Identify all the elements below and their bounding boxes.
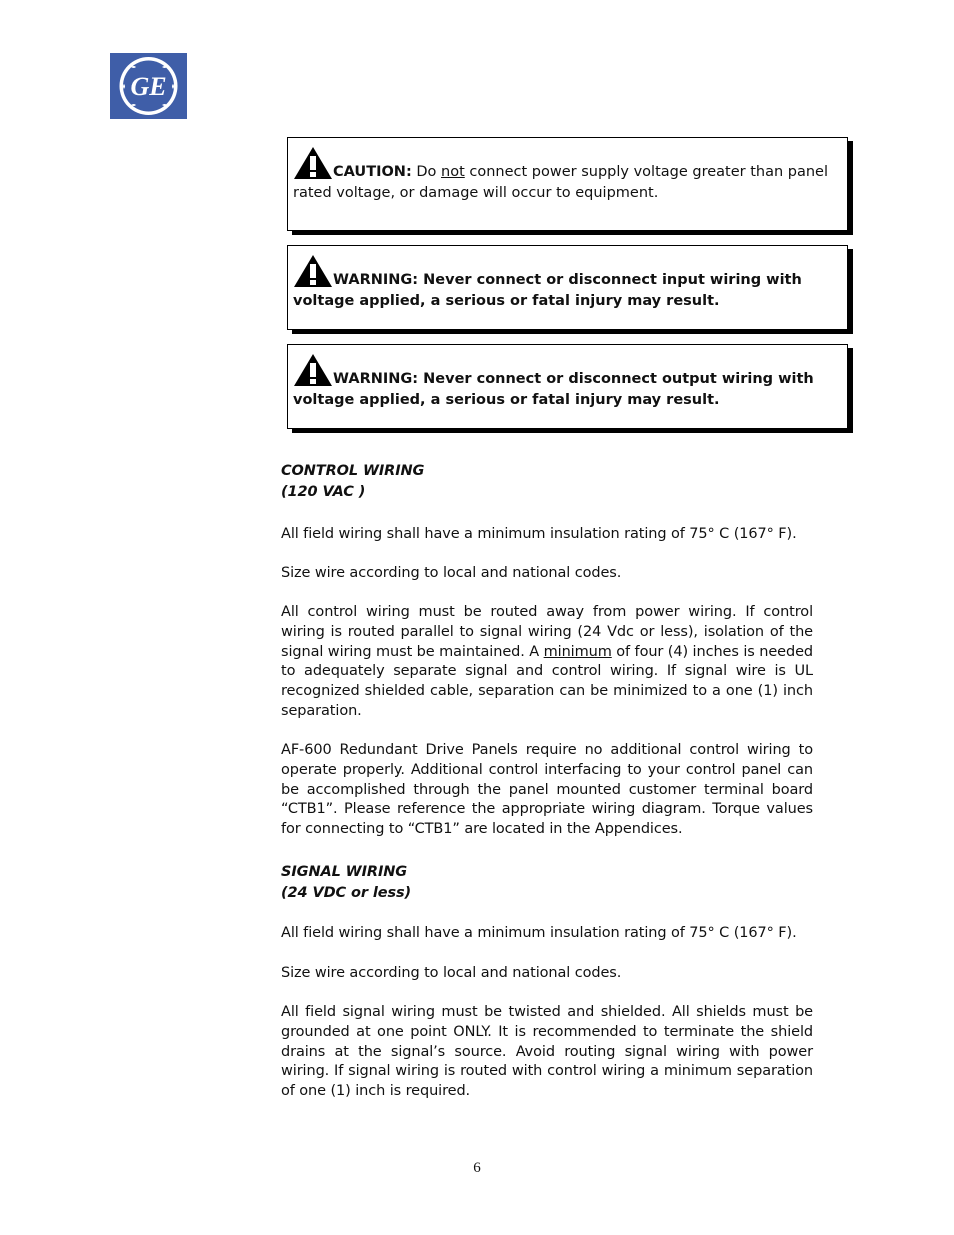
signal-shielding-paragraph: All field signal wiring must be twisted and shielded. All shields must be grounded at one point ONLY. It is recommended to terminate the shield drains at the signal’s source. Avoid routing signal wiring with power wiring. If signal wiring is routed with control wiring a minimum separation of one (1) inch is required. <box>281 1004 813 1100</box>
svg-text:GE: GE <box>130 72 167 101</box>
caution-text-post: connect power supply voltage greater than panel rated voltage, or damage will occur to equipment. <box>293 164 828 201</box>
control-size-paragraph: Size wire according to local and national codes. <box>281 565 622 581</box>
warning-output-notice <box>287 344 848 429</box>
signal-size-paragraph: Size wire according to local and national codes. <box>281 965 622 981</box>
control-routing-pre: All control wiring must be routed away from power wiring. If control wiring is routed parallel to signal wiring (24 Vdc or less), isolation of the signal wiring must be maintained. A <box>281 604 813 660</box>
warning-input-notice <box>287 245 848 330</box>
control-routing-minimum: minimum <box>543 643 612 660</box>
warning-triangle-icon <box>293 254 333 288</box>
signal-wiring-subtitle: (24 VDC or less) <box>281 885 412 901</box>
signal-wiring-title: SIGNAL WIRING <box>281 864 408 880</box>
caution-text-not: not <box>441 164 465 180</box>
control-wiring-heading <box>281 461 813 503</box>
warning-input-text: WARNING: Never connect or disconnect input wiring with voltage applied, a serious or fatal injury may result. <box>293 272 802 309</box>
control-routing-paragraph <box>281 603 813 722</box>
caution-notice <box>287 137 848 231</box>
warning-triangle-icon <box>293 146 333 180</box>
control-wiring-title: CONTROL WIRING <box>281 463 425 479</box>
warning-output-text: WARNING: Never connect or disconnect output wiring with voltage applied, a serious or fatal injury may result. <box>293 371 814 408</box>
signal-insulation-paragraph: All field wiring shall have a minimum insulation rating of 75° C (167° F). <box>281 925 797 941</box>
control-insulation-paragraph: All field wiring shall have a minimum insulation rating of 75° C (167° F). <box>281 526 797 542</box>
control-wiring-subtitle: (120 VAC ) <box>281 484 366 500</box>
caution-text-pre: Do <box>416 164 442 180</box>
warning-triangle-icon <box>293 353 333 387</box>
control-af600-paragraph: AF-600 Redundant Drive Panels require no additional control wiring to operate properly. Additional control interfacing to your control panel can be accomplished through the panel mounted customer terminal board “CTB1”. Please reference the appropriate wiring diagram. Torque values for connecting to “CTB1” are located in the Appendices. <box>281 742 813 838</box>
signal-wiring-heading <box>281 862 813 904</box>
ge-logo-icon <box>110 53 187 119</box>
caution-label: CAUTION: <box>333 164 412 180</box>
control-routing-post: of four (4) inches is needed to adequately separate signal and control wiring. If signal wire is UL recognized shielded cable, separation can be minimized to a one (1) inch separation. <box>281 643 813 719</box>
page-number: 6 <box>473 1160 481 1176</box>
